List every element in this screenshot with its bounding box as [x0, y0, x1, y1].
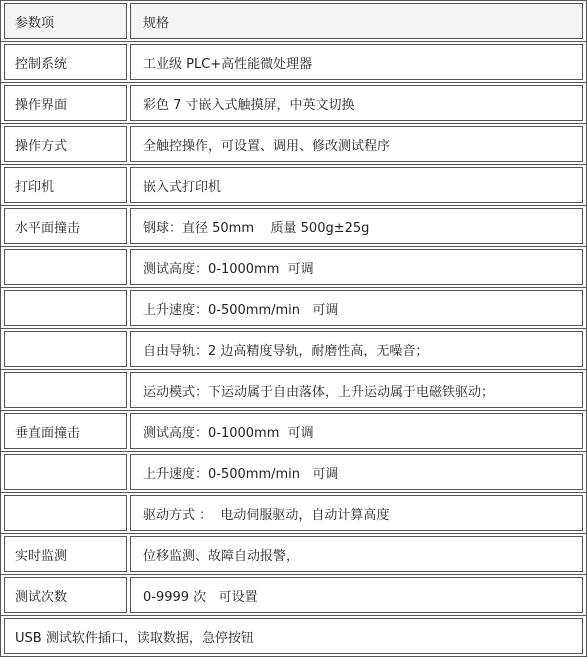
param-cell: [4, 372, 127, 408]
param-cell: [4, 454, 127, 490]
table-row: [1, 534, 586, 575]
param-cell: [4, 290, 127, 326]
table-header-row: [1, 1, 586, 42]
table-row: [1, 206, 586, 247]
spec-cell: 测试高度：0-1000mm 可调: [130, 413, 583, 449]
param-cell: 控制系统: [4, 44, 127, 80]
table-row: [1, 329, 586, 370]
header-param-cell: 参数项: [4, 3, 127, 39]
table-footer-row: [1, 616, 586, 656]
table-row: [1, 124, 586, 165]
table-row: [1, 42, 586, 83]
spec-cell: 0-9999 次 可设置: [130, 577, 583, 613]
spec-cell: 钢球：直径 50mm 质量 500g±25g: [130, 208, 583, 244]
table-row: [1, 165, 586, 206]
param-cell: 操作界面: [4, 85, 127, 121]
spec-cell: 驱动方式 ： 电动伺服驱动，自动计算高度: [130, 495, 583, 531]
spec-cell: 位移监测、故障自动报警，: [130, 536, 583, 572]
param-cell: [4, 249, 127, 285]
param-cell: 操作方式: [4, 126, 127, 162]
spec-cell: 测试高度：0-1000mm 可调: [130, 249, 583, 285]
param-cell: 测试次数: [4, 577, 127, 613]
param-cell: [4, 495, 127, 531]
spec-cell: 工业级 PLC+高性能微处理器: [130, 44, 583, 80]
footer-cell: USB 测试软件插口，读取数据，急停按钮: [4, 618, 583, 654]
param-cell: [4, 331, 127, 367]
table-row: [1, 575, 586, 616]
spec-cell: 自由导轨：2 边高精度导轨，耐磨性高，无噪音；: [130, 331, 583, 367]
spec-cell: 运动模式：下运动属于自由落体，上升运动属于电磁铁驱动；: [130, 372, 583, 408]
spec-cell: 全触控操作，可设置、调用、修改测试程序: [130, 126, 583, 162]
param-cell: 打印机: [4, 167, 127, 203]
table-row: [1, 411, 586, 452]
table-row: [1, 83, 586, 124]
param-cell: 垂直面撞击: [4, 413, 127, 449]
param-cell: 水平面撞击: [4, 208, 127, 244]
table-row: [1, 452, 586, 493]
spec-cell: 上升速度：0-500mm/min 可调: [130, 290, 583, 326]
spec-cell: 彩色 7 寸嵌入式触摸屏，中英文切换: [130, 85, 583, 121]
table-row: [1, 370, 586, 411]
table-row: [1, 247, 586, 288]
table-row: [1, 493, 586, 534]
header-spec-cell: 规格: [130, 3, 583, 39]
param-cell: 实时监测: [4, 536, 127, 572]
spec-cell: 嵌入式打印机: [130, 167, 583, 203]
table-row: [1, 288, 586, 329]
spec-cell: 上升速度：0-500mm/min 可调: [130, 454, 583, 490]
